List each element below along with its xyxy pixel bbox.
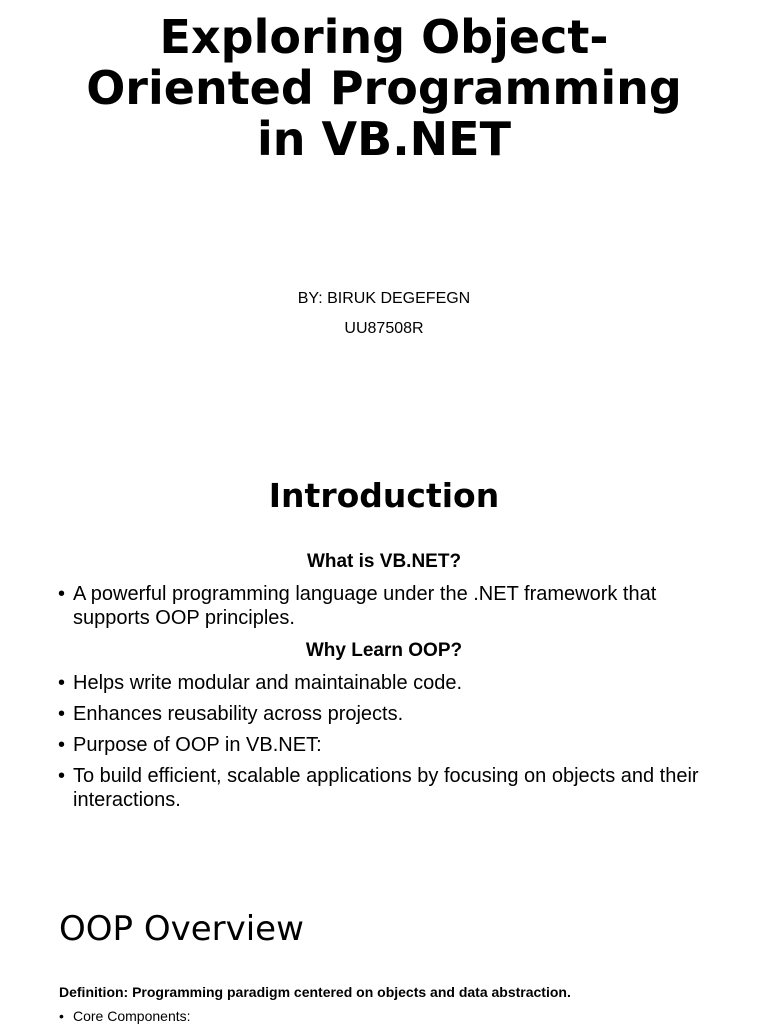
core-components-list: [59, 1008, 191, 1025]
list-item: • To build efficient, scalable applications by focusing on objects and their interactions.: [58, 764, 708, 812]
introduction-title: Introduction: [268, 476, 500, 515]
list-item: • Purpose of OOP in VB.NET:: [58, 733, 708, 757]
list-item: • Enhances reusability across projects.: [58, 702, 708, 726]
introduction-slide: [0, 440, 768, 880]
oop-definition: Definition: Programming paradigm centered on objects and data abstraction.: [59, 984, 571, 1000]
list-item: • A powerful programming language under the .NET framework that supports OOP principles.: [58, 582, 708, 630]
vbnet-bullet-list: [58, 582, 708, 637]
presentation-title: Exploring Object-Oriented Programming in VB.NET: [86, 10, 682, 166]
what-is-vbnet-heading: What is VB.NET?: [306, 551, 462, 572]
oop-bullet-list: [58, 671, 708, 819]
author-id: UU87508R: [344, 320, 424, 337]
oop-overview-slide: [0, 880, 768, 1024]
list-item: • Core Components:: [59, 1008, 191, 1025]
list-item: • Helps write modular and maintainable code.: [58, 671, 708, 695]
title-slide: [0, 0, 768, 440]
oop-overview-title: OOP Overview: [59, 909, 304, 949]
why-learn-oop-heading: Why Learn OOP?: [305, 640, 463, 661]
author-name: BY: BIRUK DEGEFEGN: [297, 290, 471, 307]
